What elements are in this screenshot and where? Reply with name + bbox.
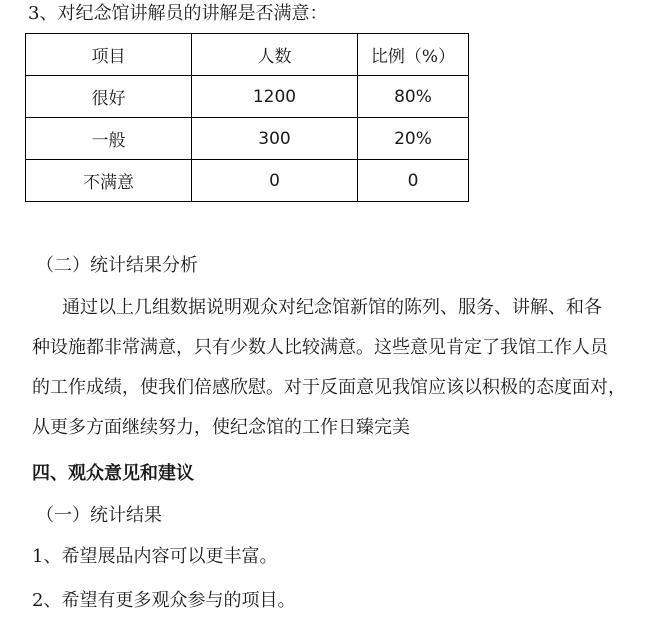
header-ratio: 比例（%） (358, 34, 469, 76)
header-item: 项目 (26, 34, 192, 76)
row-label: 不满意 (26, 160, 192, 202)
paragraph-line: 的工作成绩，使我们倍感欣慰。对于反面意见我馆应该以积极的态度面对， (32, 377, 626, 398)
table-header-row (26, 34, 469, 76)
list-item: 2、希望有更多观众参与的项目。 (32, 590, 296, 611)
analysis-heading: （二）统计结果分析 (36, 255, 198, 276)
row-count: 1200 (192, 76, 358, 118)
section-heading: 四、观众意见和建议 (32, 463, 194, 484)
table-row (26, 76, 469, 118)
analysis-paragraph (32, 288, 627, 448)
paragraph-line: 从更多方面继续努力，使纪念馆的工作日臻完美 (32, 417, 410, 438)
row-ratio: 20% (358, 118, 469, 160)
header-count: 人数 (192, 34, 358, 76)
list-item: 1、希望展品内容可以更丰富。 (32, 546, 278, 567)
row-count: 300 (192, 118, 358, 160)
row-ratio: 80% (358, 76, 469, 118)
paragraph-line: 通过以上几组数据说明观众对纪念馆新馆的陈列、服务、讲解、和各 (62, 297, 602, 318)
satisfaction-table (25, 33, 469, 202)
row-count: 0 (192, 160, 358, 202)
question-heading: 3、对纪念馆讲解员的讲解是否满意： (28, 3, 328, 24)
row-ratio: 0 (358, 160, 469, 202)
results-heading: （一）统计结果 (36, 505, 162, 526)
table-row (26, 160, 469, 202)
row-label: 一般 (26, 118, 192, 160)
row-label: 很好 (26, 76, 192, 118)
paragraph-line: 种设施都非常满意，只有少数人比较满意。这些意见肯定了我馆工作人员 (32, 337, 608, 358)
table-row (26, 118, 469, 160)
